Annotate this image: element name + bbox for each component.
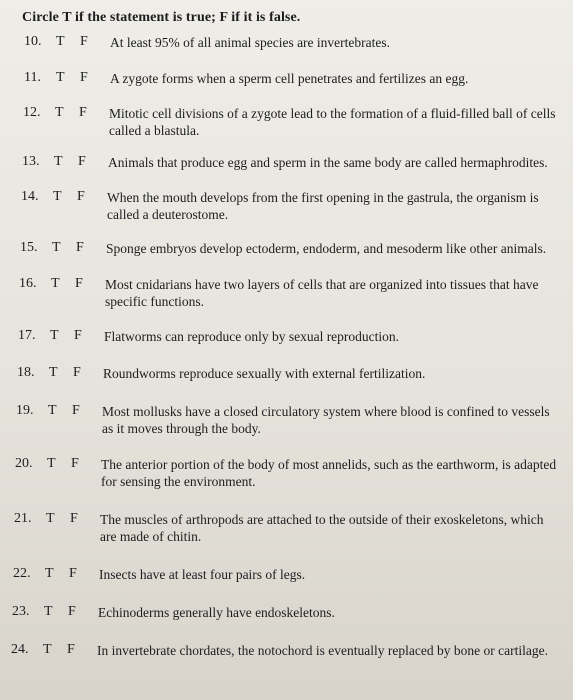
false-option[interactable]: F bbox=[74, 328, 82, 343]
question-19 bbox=[16, 403, 573, 443]
question-number: 12. bbox=[23, 105, 41, 120]
true-option[interactable]: T bbox=[45, 566, 54, 581]
question-number: 10. bbox=[24, 34, 42, 49]
true-option[interactable]: T bbox=[56, 70, 65, 85]
question-16 bbox=[19, 276, 573, 316]
false-option[interactable]: F bbox=[78, 154, 86, 169]
true-option[interactable]: T bbox=[54, 154, 63, 169]
question-15 bbox=[20, 240, 573, 280]
question-number: 17. bbox=[18, 328, 36, 343]
true-option[interactable]: T bbox=[43, 642, 52, 657]
question-24 bbox=[11, 642, 571, 682]
question-14 bbox=[21, 189, 573, 229]
instructions-heading: Circle T if the statement is true; F if it is false. bbox=[22, 10, 301, 25]
false-option[interactable]: F bbox=[73, 365, 81, 380]
question-12 bbox=[23, 105, 573, 145]
question-statement: In invertebrate chordates, the notochord is eventually replaced by bone or cartilage. bbox=[97, 643, 548, 658]
true-option[interactable]: T bbox=[48, 403, 57, 418]
question-number: 14. bbox=[21, 189, 39, 204]
true-option[interactable]: T bbox=[53, 189, 62, 204]
true-option[interactable]: T bbox=[50, 328, 59, 343]
true-option[interactable]: T bbox=[44, 604, 53, 619]
question-statement: The muscles of arthropods are attached to the outside of their exoskeletons, which are made of chitin. bbox=[100, 512, 544, 544]
false-option[interactable]: F bbox=[80, 70, 88, 85]
question-statement: Animals that produce egg and sperm in the same body are called hermaphrodites. bbox=[108, 155, 548, 170]
true-option[interactable]: T bbox=[49, 365, 58, 380]
question-17 bbox=[18, 328, 573, 368]
question-number: 19. bbox=[16, 403, 34, 418]
question-number: 23. bbox=[12, 604, 30, 619]
question-statement: Insects have at least four pairs of legs. bbox=[99, 567, 306, 582]
false-option[interactable]: F bbox=[70, 511, 78, 526]
question-statement: Most mollusks have a closed circulatory system where blood is confined to vessels as it moves through the body. bbox=[102, 404, 550, 436]
question-11 bbox=[24, 70, 573, 110]
question-23 bbox=[12, 604, 572, 644]
true-option[interactable]: T bbox=[56, 34, 65, 49]
false-option[interactable]: F bbox=[80, 34, 88, 49]
question-number: 18. bbox=[17, 365, 35, 380]
false-option[interactable]: F bbox=[76, 240, 84, 255]
question-13 bbox=[22, 154, 573, 194]
question-number: 16. bbox=[19, 276, 37, 291]
false-option[interactable]: F bbox=[72, 403, 80, 418]
question-statement: The anterior portion of the body of most annelids, such as the earthworm, is adapted for sensing the environment. bbox=[101, 457, 557, 489]
question-number: 22. bbox=[13, 566, 31, 581]
question-statement: When the mouth develops from the first opening in the gastrula, the organism is called a deuterostome. bbox=[107, 190, 539, 222]
question-statement: Echinoderms generally have endoskeletons. bbox=[98, 605, 335, 620]
question-statement: Flatworms can reproduce only by sexual reproduction. bbox=[104, 329, 400, 344]
question-statement: A zygote forms when a sperm cell penetrates and fertilizes an egg. bbox=[110, 71, 469, 86]
false-option[interactable]: F bbox=[68, 604, 76, 619]
false-option[interactable]: F bbox=[67, 642, 75, 657]
question-number: 13. bbox=[22, 154, 40, 169]
question-20 bbox=[15, 456, 573, 496]
question-18 bbox=[17, 365, 573, 405]
true-option[interactable]: T bbox=[51, 276, 60, 291]
question-21 bbox=[14, 511, 573, 551]
false-option[interactable]: F bbox=[75, 276, 83, 291]
question-statement: Mitotic cell divisions of a zygote lead to the formation of a fluid-filled ball of cells called a blastula. bbox=[109, 106, 556, 138]
true-option[interactable]: T bbox=[46, 511, 55, 526]
false-option[interactable]: F bbox=[79, 105, 87, 120]
question-number: 24. bbox=[11, 642, 29, 657]
question-number: 11. bbox=[24, 70, 41, 85]
question-22 bbox=[13, 566, 573, 606]
question-statement: Roundworms reproduce sexually with external fertilization. bbox=[103, 366, 426, 381]
question-number: 15. bbox=[20, 240, 38, 255]
question-number: 21. bbox=[14, 511, 32, 526]
true-option[interactable]: T bbox=[55, 105, 64, 120]
true-option[interactable]: T bbox=[52, 240, 61, 255]
question-statement: Sponge embryos develop ectoderm, endoderm, and mesoderm like other animals. bbox=[106, 241, 547, 256]
question-10 bbox=[24, 34, 573, 74]
false-option[interactable]: F bbox=[77, 189, 85, 204]
question-statement: At least 95% of all animal species are invertebrates. bbox=[110, 35, 391, 50]
true-option[interactable]: T bbox=[47, 456, 56, 471]
false-option[interactable]: F bbox=[71, 456, 79, 471]
false-option[interactable]: F bbox=[69, 566, 77, 581]
question-number: 20. bbox=[15, 456, 33, 471]
question-statement: Most cnidarians have two layers of cells that are organized into tissues that have specific functions. bbox=[105, 277, 539, 309]
